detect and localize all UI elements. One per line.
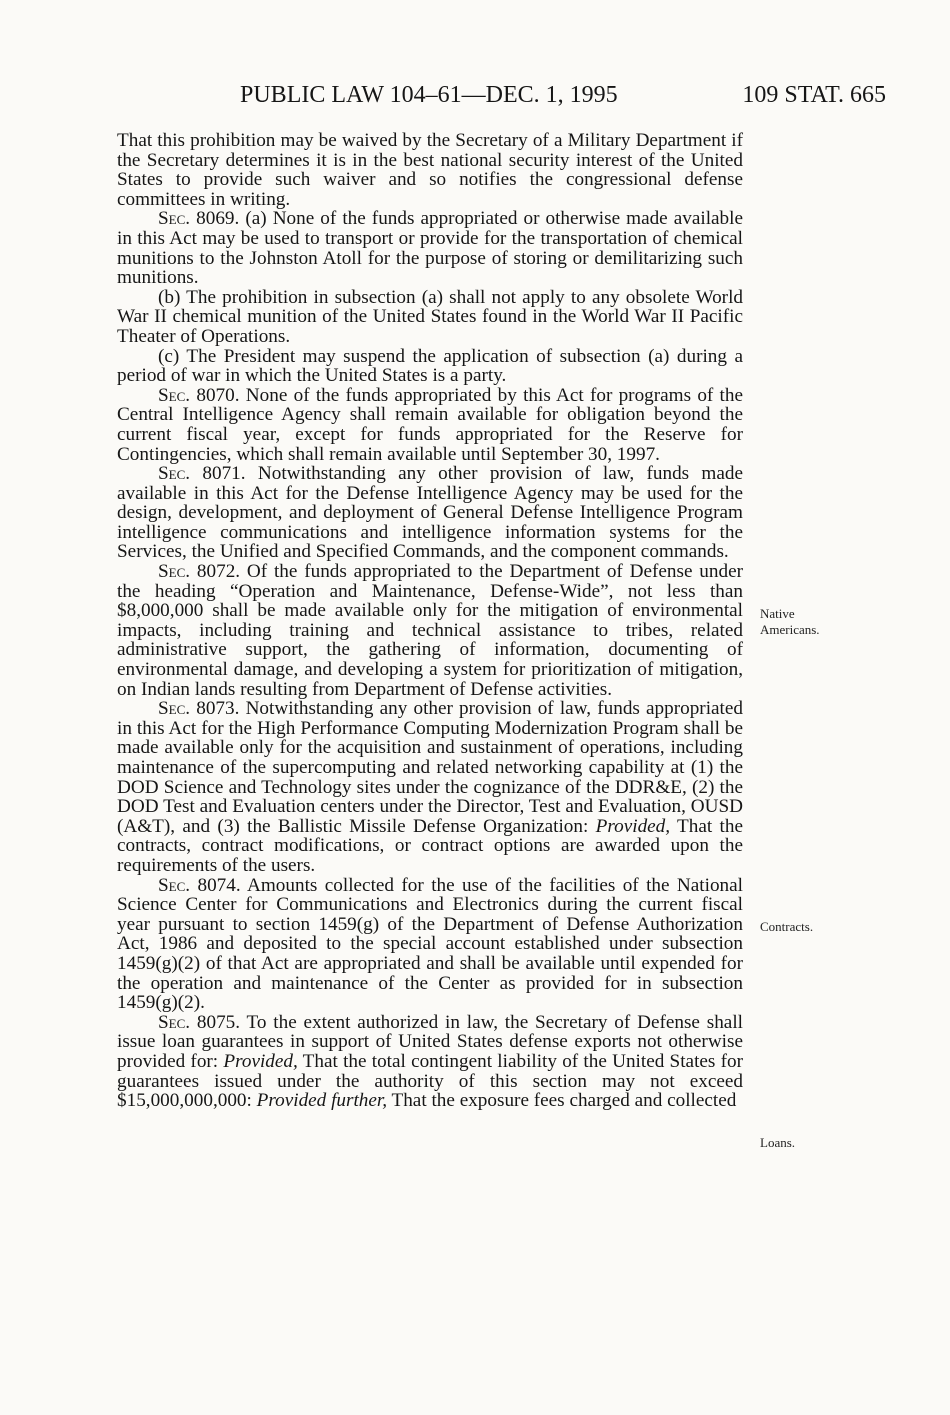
section-text-continued: That the contracts, contract modifications, or contract options are awarded upon the requirements of the users.	[117, 815, 743, 876]
section-8069	[117, 209, 743, 287]
section-8070	[117, 386, 743, 464]
section-text: 8073. Notwithstanding any other provision of law, funds appropriated in this Act for the High Performance Computing Modernization Program shall be made available only for the acquisition and sustainment of operations, including maintenance of the supercomputing and related networking capability at (1) the DOD Science and Technology sites under the cognizance of the DDR&E, (2) the DOD Test and Evaluation centers under the Director, Test and Evaluation, OUSD (A&T), and (3) the Ballistic Missile Defense Organization:	[117, 698, 743, 837]
subsection-c: (c) The President may suspend the application of subsection (a) during a period of war in which the United States is a party.	[117, 345, 743, 387]
margin-note-line-2: Americans.	[760, 622, 820, 637]
section-text: 8070. None of the funds appropriated by this Act for programs of the Central Intelligence Agency shall remain available for obligation beyond the current fiscal year, except for funds appropriated for the Reserve for Contingencies, which shall remain available until September 30, 1997.	[117, 384, 743, 465]
section-text-end: That the exposure fees charged and collected	[387, 1090, 737, 1112]
paragraph-continuation: That this prohibition may be waived by the Secretary of a Military Department if the Secretary determines it is in the best national security interest of the United States to provide such waiver and so notifies the congressional defense committees in writing.	[117, 130, 743, 210]
section-8071	[117, 464, 743, 562]
section-text: 8069. (a) None of the funds appropriated or otherwise made available in this Act may be used to transport or provide for the transportation of chemical munitions to the Johnston Atoll for the purpose of storing or demilitarizing such munitions.	[117, 208, 743, 289]
subsection-b: (b) The prohibition in subsection (a) shall not apply to any obsolete World War II chemical munition of the United States found in the World War II Pacific Theater of Operations.	[117, 286, 743, 347]
section-label: Sec.	[158, 463, 191, 485]
section-label: Sec.	[158, 698, 191, 720]
margin-note-contracts: Contracts.	[760, 919, 814, 934]
section-8075	[117, 1013, 743, 1111]
section-label: Sec.	[158, 561, 191, 583]
section-label: Sec.	[158, 384, 191, 406]
margin-note-native-americans	[760, 606, 820, 638]
section-text: 8072. Of the funds appropriated to the Department of Defense under the heading “Operation and Maintenance, Defense-Wide”, not less than $8,000,000 shall be made available only for the mitigation of environmental impacts, including training and technical assistance to tribes, related administrative support, the gathering of information, documenting of environmental damage, and developing a system for prioritization of mitigation, on Indian lands resulting from Department of Defense activities.	[117, 561, 743, 700]
proviso-italic: Provided,	[223, 1050, 298, 1072]
margin-note-line-1: Native	[760, 606, 795, 621]
section-8073	[117, 699, 743, 875]
margin-note-loans: Loans.	[760, 1135, 796, 1150]
section-text: 8074. Amounts collected for the use of the facilities of the National Science Center for Communications and Electronics during the current fiscal year pursuant to section 1459(g) of the Department of Defense Authorization Act, 1986 and deposited to the special account established under subsection 1459(g)(2) of that Act are appropriated and shall be available until expended for the operation and maintenance of the Center as provided for in subsection 1459(g)(2).	[117, 874, 743, 1014]
proviso-further-italic: Provided further,	[256, 1090, 388, 1112]
body-text	[117, 131, 743, 1111]
section-text-continued: That the total contingent liability of the United States for guarantees issued under the authority of this section may not exceed $15,000,000,000:	[117, 1050, 743, 1112]
section-8072	[117, 562, 743, 699]
law-citation-heading: PUBLIC LAW 104–61—DEC. 1, 1995	[240, 82, 618, 108]
section-label: Sec.	[158, 208, 191, 230]
section-label: Sec.	[158, 874, 191, 896]
section-label: Sec.	[158, 1011, 191, 1033]
section-text: 8075. To the extent authorized in law, the Secretary of Defense shall issue loan guarantees in support of United States defense exports not otherwise provided for:	[117, 1011, 743, 1072]
section-text: 8071. Notwithstanding any other provision of law, funds made available in this Act for the Defense Intelligence Agency may be used for the design, development, and deployment of General Defense Intelligence Program intelligence communications and intelligence information systems for the Services, the Unified and Specified Commands, and the component commands.	[117, 463, 743, 563]
page-header	[240, 80, 886, 110]
proviso-italic: Provided,	[595, 815, 671, 837]
section-8074	[117, 876, 743, 1013]
statute-page-number: 109 STAT. 665	[742, 82, 886, 108]
